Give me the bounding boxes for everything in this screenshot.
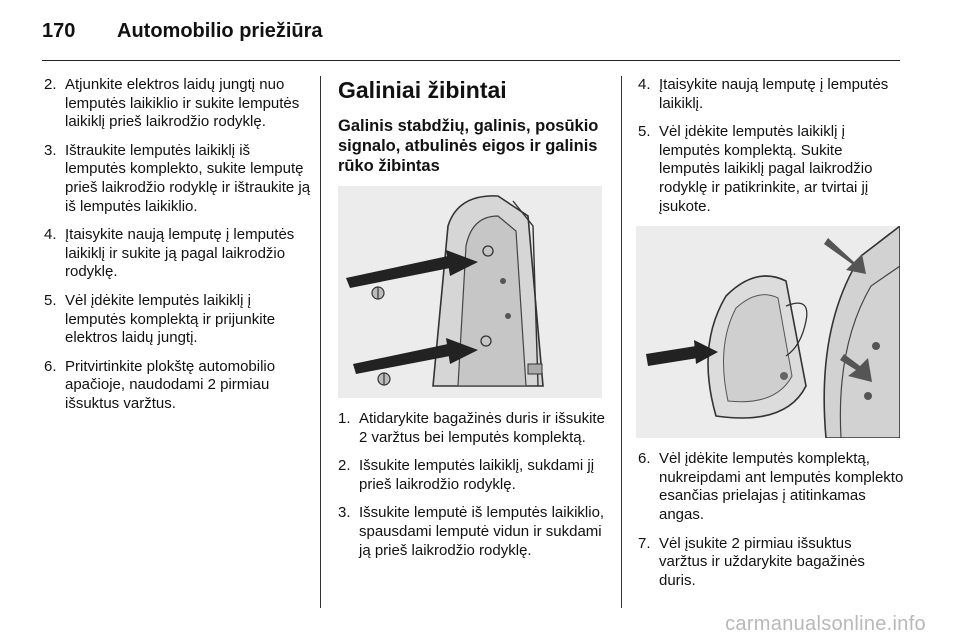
list-item [338,410,606,447]
list-item [44,292,312,348]
list-item [638,535,904,591]
section-subheading: Galinis stabdžių, galinis, posūkio signalo, atbulinės eigos ir galinis rūko žibintas [338,117,599,175]
step-number: 1. [338,410,351,427]
step-list-col2 [338,410,606,560]
list-item [638,76,904,113]
step-text: Vėl įdėkite lemputės laikiklį į lemputės komplektą. Sukite lemputės laikiklį pagal laikrodžio rodyklę ir patikrinkite, ar tvirtai jį įsukote. [659,123,873,215]
step-text: Atjunkite elektros laidų jungtį nuo lemputės laikiklio ir sukite lemputės laikiklį prieš laikrodžio rodyklę. [65,76,300,131]
list-item [638,123,904,216]
list-item [638,450,904,524]
step-number: 5. [44,291,57,309]
step-text: Įtaisykite naują lemputę į lemputės laikiklį. [659,76,889,112]
column-2 [338,76,606,570]
step-number: 2. [44,76,57,93]
page-title: Automobilio priežiūra [117,20,323,42]
step-text: Vėl įsukite 2 pirmiau išsuktus varžtus ir uždarykite bagažinės duris. [659,534,865,589]
list-item [44,358,312,414]
rear-light-screws-illustration [338,186,602,398]
step-text: Pritvirtinkite plokštę automobilio apačioje, naudodami 2 pirmiau išsuktus varžtus. [65,357,276,412]
section-heading: Galiniai žibintai [338,77,507,103]
step-list-col1 [44,76,312,414]
step-text: Atidarykite bagažinės duris ir išsukite 2 varžtus bei lemputės komplektą. [359,410,605,446]
step-list-col3-top [638,76,904,216]
step-number: 4. [638,76,651,93]
step-number: 6. [44,357,57,375]
step-text: Išsukite lemputė iš lemputės laikiklio, spausdami lemputė vidun ir sukdami ją prieš laikrodžio rodyklę. [359,504,605,559]
step-number: 3. [44,141,57,159]
step-text: Išsukite lemputės laikiklį, sukdami jį prieš laikrodžio rodyklę. [359,457,595,493]
column-divider-1 [320,76,321,608]
header-divider [42,60,900,61]
step-list-col3-bottom [638,450,904,590]
column-3 [638,76,904,600]
step-text: Įtaisykite naują lemputę į lemputės laikiklį ir sukite ją pagal laikrodžio rodyklę. [65,226,295,281]
list-item [44,226,312,282]
list-item [338,457,606,494]
step-number: 2. [338,457,351,475]
list-item [338,504,606,560]
step-number: 5. [638,123,651,141]
step-number: 6. [638,450,651,468]
step-text: Vėl įdėkite lemputės laikiklį į lemputės komplektą ir prijunkite elektros laidų jungtį. [65,291,276,347]
page-number: 170 [42,20,76,42]
column-divider-2 [621,76,622,608]
rear-light-assembly-illustration [636,226,900,438]
list-item [44,142,312,216]
step-text: Ištraukite lemputės laikiklį iš lemputės komplekto, sukite lemputę prieš laikrodžio rodyklę ir ištraukite ją iš lemputės laikiklio. [65,141,311,215]
list-item [44,76,312,132]
step-text: Vėl įdėkite lemputės komplektą, nukreipdami ant lemputės komplekto esančias prielajas į atitinkamas angas. [659,450,904,523]
step-number: 7. [638,534,651,552]
page-header [42,10,900,54]
step-number: 3. [338,504,351,522]
column-1 [44,76,312,424]
step-number: 4. [44,226,57,244]
watermark: carmanualsonline.info [725,613,926,635]
